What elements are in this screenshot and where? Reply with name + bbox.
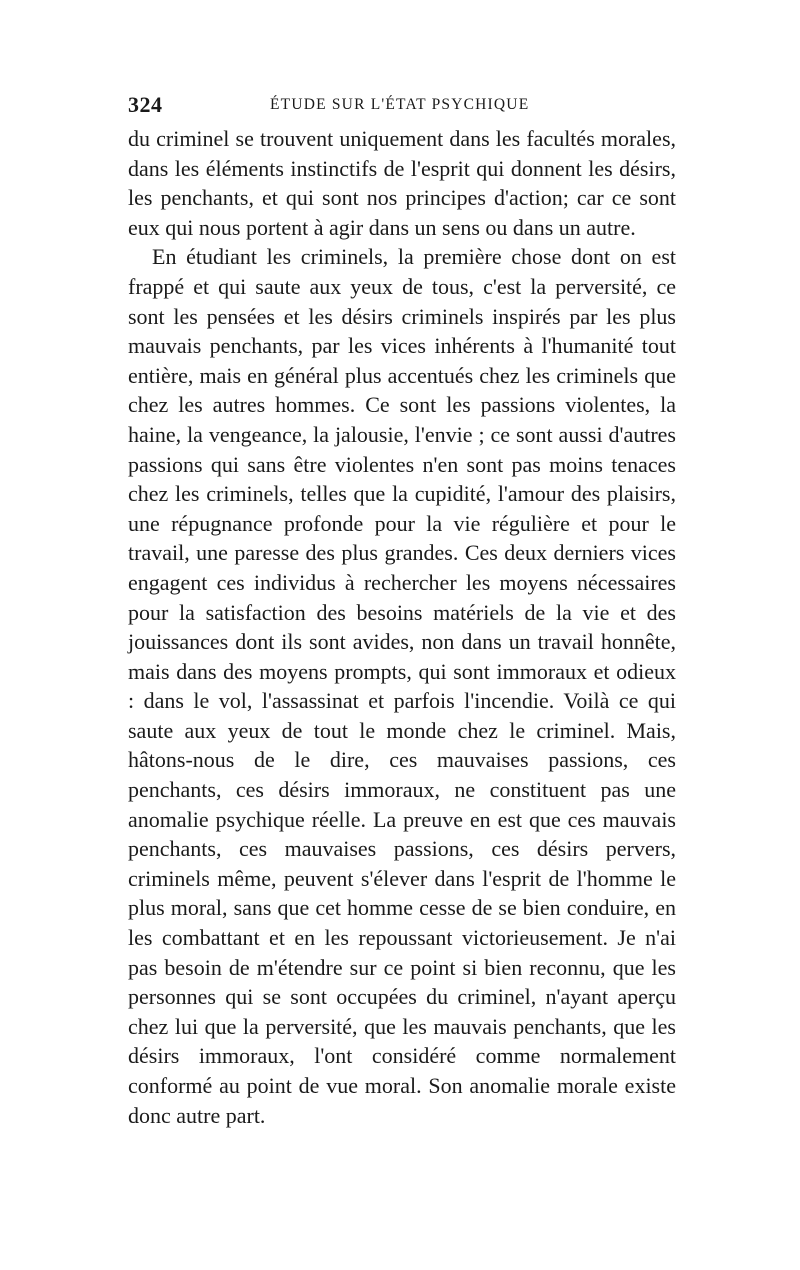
running-head <box>128 92 676 122</box>
page-number: 324 <box>128 92 163 117</box>
paragraph: En étudiant les criminels, la première chose dont on est frappé et qui saute aux yeux de tous, c'est la perversité, ce sont les pensées et les désirs criminels inspirés par les plus mauvais penchants, par les vices inhérents à l'humanité tout entière, mais en général plus accentués chez les criminels que chez les autres hommes. Ce sont les passions violentes, la haine, la vengeance, la jalousie, l'envie ; ce sont aussi d'autres passions qui sans être violentes n'en sont pas moins tenaces chez les criminels, telles que la cupidité, l'amour des plaisirs, une répugnance profonde pour la vie régulière et pour le travail, une paresse des plus grandes. Ces deux derniers vices engagent ces individus à rechercher les moyens nécessaires pour la satisfaction des besoins matériels de la vie et des jouissances dont ils sont avides, non dans un travail honnête, mais dans des moyens prompts, qui sont immoraux et odieux : dans le vol, l'assassinat et parfois l'incendie. Voilà ce qui saute aux yeux de tout le monde chez le criminel. Mais, hâtons-nous de le dire, ces mauvaises passions, ces penchants, ces désirs immoraux, ne constituent pas une anomalie psychique réelle. La preuve en est que ces mauvais penchants, ces mauvaises passions, ces désirs pervers, criminels même, peuvent s'élever dans l'esprit de l'homme le plus moral, sans que cet homme cesse de se bien conduire, en les combattant et en les repoussant victorieusement. Je n'ai pas besoin de m'étendre sur ce point si bien reconnu, que les personnes qui se sont occupées du criminel, n'ayant aperçu chez lui que la perversité, que les mauvais penchants, que les désirs immoraux, l'ont considéré comme normalement conformé au point de vue moral. Son anomalie morale existe donc autre part. <box>128 244 676 1128</box>
body-text <box>128 124 676 1130</box>
running-title: ÉTUDE SUR L'ÉTAT PSYCHIQUE <box>270 96 530 113</box>
paragraph: du criminel se trouvent uniquement dans les facultés morales, dans les éléments instinctifs de l'esprit qui donnent les désirs, les penchants, et qui sont nos principes d'action; car ce sont eux qui nous portent à agir dans un sens ou dans un autre. <box>128 126 676 240</box>
